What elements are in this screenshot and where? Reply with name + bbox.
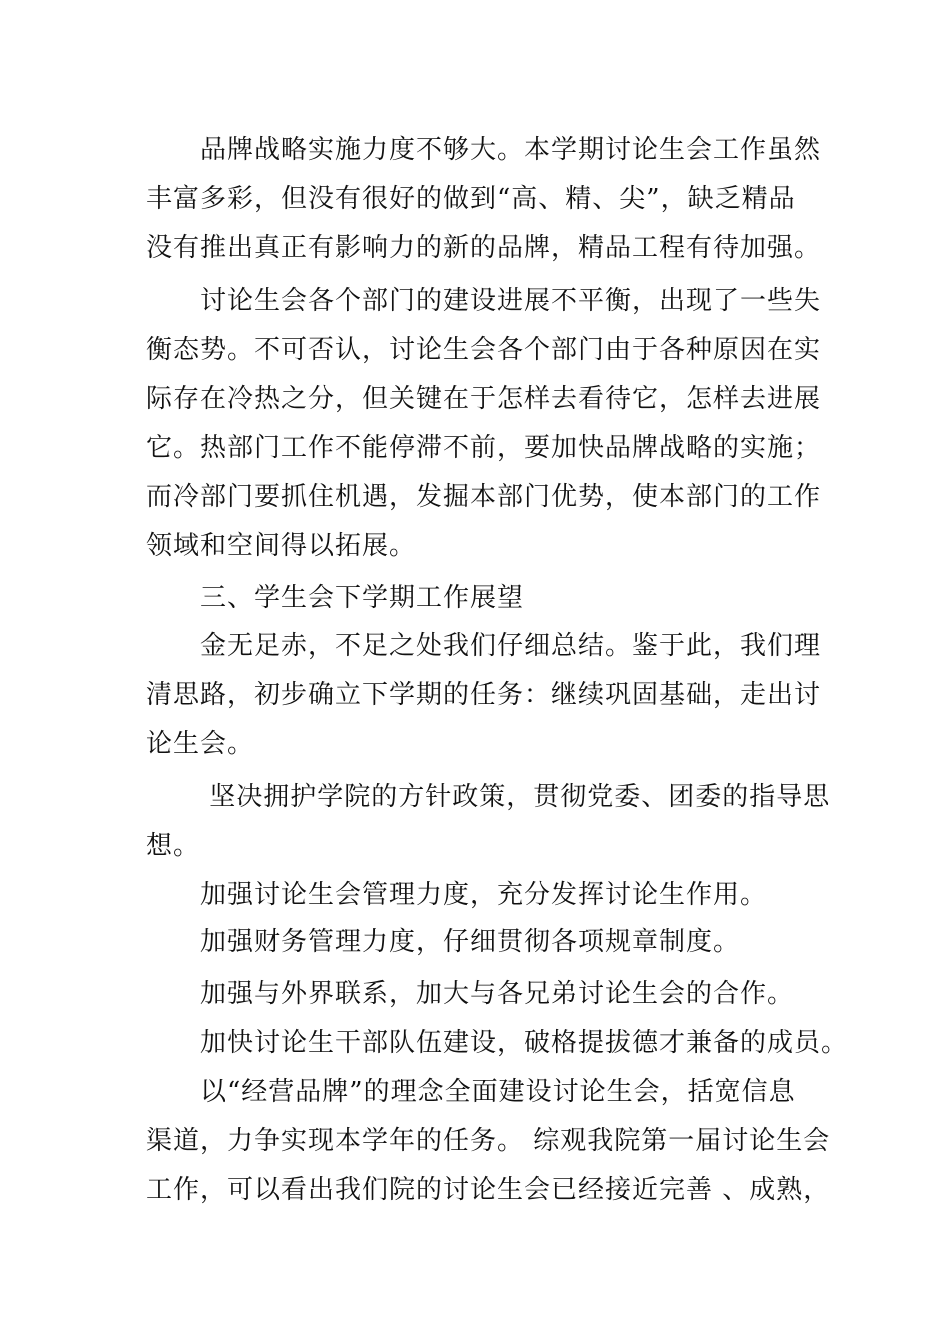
text-line: 工作，可以看出我们院的讨论生会已经接近完善 、成熟， — [146, 1175, 831, 1205]
text-line: 以“经营品牌”的理念全面建设讨论生会，括宽信息 — [146, 1077, 796, 1107]
text-line: 金无足赤，不足之处我们仔细总结。鉴于此，我们理 — [146, 631, 822, 661]
text-line: 坚决拥护学院的方针政策，贯彻党委、团委的指导思 — [146, 782, 831, 812]
text-line: 加强与外界联系，加大与各兄弟讨论生会的合作。 — [146, 979, 795, 1009]
text-line: 加快讨论生干部队伍建设，破格提拔德才兼备的成员。 — [146, 1028, 849, 1058]
text-line: 清思路，初步确立下学期的任务：继续巩固基础，走出讨 — [146, 680, 822, 710]
text-line: 品牌战略实施力度不够大。本学期讨论生会工作虽然 — [146, 135, 822, 165]
text-line: 加强讨论生会管理力度，充分发挥讨论生作用。 — [146, 880, 768, 910]
text-line: 没有推出真正有影响力的新的品牌，精品工程有待加强。 — [146, 233, 822, 263]
text-line: 衡态势。不可否认，讨论生会各个部门由于各种原因在实 — [146, 335, 822, 365]
section-heading: 三、学生会下学期工作展望 — [146, 583, 525, 613]
text-line: 丰富多彩，但没有很好的做到“高、精、尖”，缺乏精品 — [146, 184, 796, 214]
text-line: 它。热部门工作不能停滞不前，要加快品牌战略的实施； — [146, 433, 822, 463]
text-line: 想。 — [146, 831, 201, 861]
text-line: 际存在冷热之分，但关键在于怎样去看待它，怎样去进展 — [146, 384, 822, 414]
text-line: 讨论生会各个部门的建设进展不平衡，出现了一些失 — [146, 286, 822, 316]
text-line: 领域和空间得以拓展。 — [146, 531, 417, 561]
text-line: 渠道，力争实现本学年的任务。 综观我院第一届讨论生会 — [146, 1126, 831, 1156]
text-line: 而冷部门要抓住机遇，发掘本部门优势，使本部门的工作 — [146, 482, 822, 512]
text-line: 论生会。 — [146, 729, 255, 759]
text-line: 加强财务管理力度，仔细贯彻各项规章制度。 — [146, 927, 741, 957]
